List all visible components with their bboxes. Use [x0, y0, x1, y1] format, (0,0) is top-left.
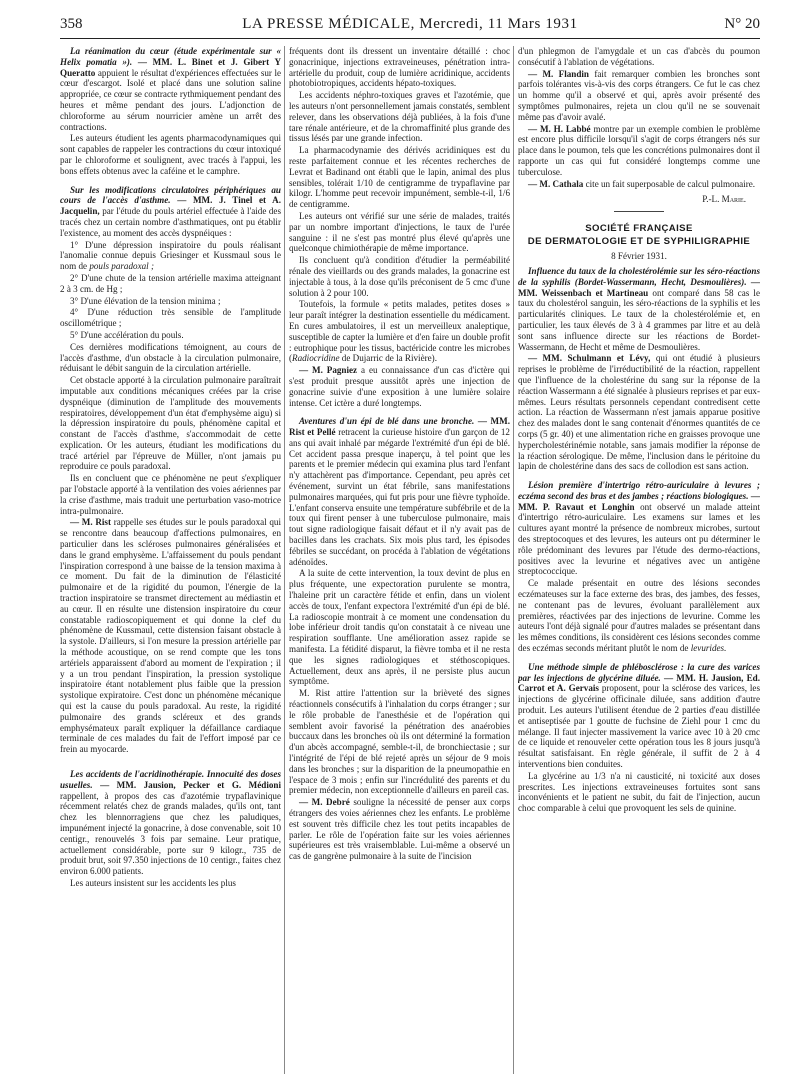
article-paragraph: [289, 299, 510, 364]
article-title: Influence du taux de la cholestérolémie sur les séro-réactions de la syphilis (Bordet-Wassermann, Hecht, Desmoulières).: [518, 265, 760, 287]
paragraph-text: ont observé un malade atteint d'intertrigo rétro-auriculaire. Les examens sur lames et les cultures ayant montré la présence de nombreux microbes, surtout des streptocoques et des levures, les auteurs ont pu déterminer le rôle prédominant des levures par l'étude des dermo-réactions, positives avec la levurine et négatives avec un antigène streptococcique.: [518, 501, 760, 577]
paragraph-text: retracent la curieuse histoire d'un garçon de 12 ans qui avait inhalé par mégarde l'extrémité d'un épi de blé. Cet accident passa presque inaperçu, à tel point que les parents et le premier médecin qui examina plus tard l'enfant n'y attachèrent pas d'importance. Cependant, peu après cet événement, survint un état fébrile, sans manifestations pulmonaires marquées, qui fut pris pour une fièvre typhoïde. L'enfant conserva ensuite une température subfébrile et de la toux qui firent penser à une tuberculose pulmonaire, mais tout signe radiologique faisait défaut et il n'y avait pas de bacilles dans les crachats. Six mois plus tard, les épisodes fébriles se succédant, on procéda à l'ablation de végétations adénoïdes.: [289, 427, 510, 567]
discussant: — M. Debré: [299, 797, 350, 808]
list-item: [60, 240, 281, 272]
article-authors: — MM. Jausion, Pecker et G. Médioni: [100, 779, 281, 790]
article-paragraph: Ces dernières modifications témoignent, au cours de l'accès d'asthme, d'un obstacle à la circulation pulmonaire, réduisant le débit sanguin de la circulation artérielle.: [60, 341, 281, 374]
paragraph-text: qui ont étudié à plusieurs reprises le problème de l'irréductibilité de la réaction, rappellent que l'influence de la cholestérine du sang sur la réponse de la réaction Wassermann a été signalée à plusieurs reprises et par eux-mêmes. Leurs résultats personnels cependant contredisent cette action. La réaction de Wassermann n'est jamais apparue positive chez des malades dont le sang contenait d'énormes quantités de ce corps (5 gr. 40) et une alimentation riche en graisses provoque une hypercholestérinémie notable, sans jamais modifier la réponse de la réaction sérologique. De même, l'inclusion dans le péritoine du lapin de cholestérine dans des sacs de collodion est sans action.: [518, 353, 760, 472]
discussant: — MM. Schulmann et Lévy,: [528, 353, 651, 364]
article-authors: — MM. J. Tinel et A. Jacquelin,: [60, 195, 281, 217]
article-paragraph: [518, 266, 760, 352]
article-paragraph: [60, 517, 281, 755]
paragraph-text: 1° D'une dépression inspiratoire du pouls réalisant l'anomalie connue depuis Griesinger et Kussmaul sous le nom de: [60, 239, 281, 272]
article-paragraph: Les auteurs insistent sur les accidents les plus: [70, 877, 236, 888]
paragraph-text: rappelle ses études sur le pouls paradoxal qui se rencontre dans beaucoup d'affections pulmonaires, en particulier dans les scléroses pulmonaires généralisées et dans le grand emphysème. L'affaissement du pouls pendant l'inspiration correspond à une baisse de la tension maxima à ce moment. Du fait de la diminution de l'élasticité pulmonaire et de la rigidité du poumon, l'énergie de la traction inspiratoire se transmet directement au médiastin et au cœur. Il en résulte une distension inspiratoire du cœur constatable radioscopiquement et qui donne la clef du phénomène de Kussmaul, cette distension faisant obstacle à la systole. D'ailleurs, si l'on mesure la pression artérielle par la méthode acoustique, on se rend compte que les tons artériels apparaissent d'abord au moment de l'expiration ; il y a un trou pendant l'inspiration, la pression systolique inspiratoire étant notablement plus faible que la pression systolique expiratoire. C'est donc un phénomène mécanique qui est la cause du pouls paradoxal. Au reste, la rigidité pulmonaire des grands scléreux et des grands emphysémateux paraît expliquer la défaillance cardiaque terminale de ces malades du fait de l'effort imposé par ce frein au myocarde.: [60, 517, 281, 755]
page-number: 358: [60, 16, 83, 32]
paragraph-text: montre par un exemple combien le problème est encore plus difficile lorsqu'il s'agit de corps étrangers nés sur place dans le poumon, tels que les concrétions pulmonaires dont il rapporte un cas qui fut considéré longtemps comme une tuberculose.: [518, 123, 760, 177]
article-paragraph: fréquents dont ils dressent un inventaire détaillé : choc gonacrinique, injections extraveineuses, pénétration intra-artérielle du produit, coup de lumière acridinique, accidents photobiotropiques, accidents hépato-toxiques.: [289, 46, 510, 89]
article-title: Les accidents de l'acridinothérapie. Innocuité des doses usuelles.: [60, 769, 281, 790]
emphasis-text: pouls paradoxal ;: [89, 261, 154, 272]
paragraph-text: ont comparé dans 58 cas le taux du cholestérol sanguin, les séro-réactions de la syphilis et les particularités cliniques. Le taux de la cholestérolémie et, en particulier, les taux élevés de 3 à 4 grammes par litre et au delà sont sans influence directe sur les réactions de Bordet-Wassermann, de Hecht et même de Desmoulières.: [518, 287, 760, 352]
column-divider: [513, 46, 514, 1074]
author-signature: P.-L. Marie.: [702, 194, 746, 205]
society-heading-line: DE DERMATOLOGIE ET DE SYPHILIGRAPHIE: [527, 236, 751, 248]
paragraph-text: Ce malade présentait en outre des lésions secondes eczémateuses sur la face externe des bras, des jambes, des fesses, ne contenant pas de levures, évoluant parallèlement aux premières, réactivées par des injections de levurine. Comme les auteurs l'ont déjà signalé pour d'autres malades se présentant dans les mêmes conditions, ils considèrent ces lésions secondes comme des eczémas seconds méritant plutôt le nom de: [518, 578, 760, 654]
paragraph-text: appuient le résultat d'expériences effectuées sur le cœur d'escargot. Isolé et placé dans une solution saline appropriée, ce cœur se contracte rythmiquement pendant des heures et même pendant des jours. L'adjonction de chloroforme au sérum nourricier amène un arrêt des contractions.: [60, 67, 281, 132]
article-title: Aventures d'un épi de blé dans une bronche.: [299, 416, 475, 427]
list-item: 4° D'une réduction très sensible de l'amplitude oscillométrique ;: [60, 307, 281, 329]
paragraph-text: fait remarquer combien les bronches sont parfois tolérantes vis-à-vis des corps étrangers. Ce fut le cas chez un homme qu'il a observé et qui, après avoir présenté des symptômes pulmonaires, rejeta un clou qu'il ne se souvenait même pas d'avoir avalé.: [518, 68, 760, 122]
article-paragraph: [518, 480, 760, 577]
article-authors: — MM. H. Jausion, Ed. Carrot et A. Gervais: [518, 672, 760, 694]
article-title: Lésion première d'intertrigo rétro-auriculaire à levures ; eczéma second des bras et des jambes ; réactions biologiques.: [518, 480, 760, 501]
list-item: 2° D'une chute de la tension artérielle maxima atteignant 2 à 3 cm. de Hg ;: [60, 272, 281, 294]
article-paragraph: [518, 69, 760, 123]
list-item: 3° D'une élévation de la tension minima ;: [70, 295, 221, 306]
article-paragraph: [518, 578, 760, 654]
discussant: — M. Flandin: [528, 68, 589, 79]
society-heading: [518, 222, 760, 248]
article-paragraph: La glycérine au 1/3 n'a ni causticité, ni toxicité aux doses prescrites. Les injections extraveineuses fortuites sont sans inconvénients et le patient ne subit, du fait de l'injection, aucun choc comparable à celui que provoquent les sels de quinine.: [518, 770, 760, 814]
article-title: Sur les modifications circulatoires périphériques au cours de l'accès d'asthme.: [60, 184, 281, 206]
article-authors: — MM. L. Binet et J. Gibert Y Queratto: [60, 56, 281, 78]
article-paragraph: [289, 365, 510, 408]
article-authors: — MM. Weissenbach et Martineau: [518, 276, 760, 298]
article-paragraph: [518, 353, 760, 472]
article-paragraph: [289, 416, 510, 567]
paragraph-text: de Dujarric de la Rivière).: [339, 353, 437, 364]
article-authors: — MM. Rist et Pellé: [289, 416, 510, 438]
article-paragraph: M. Rist attire l'attention sur la brièveté des signes réactionnels consécutifs à l'inhalation du corps étranger ; sur le rôle probable de l'anesthésie et de l'opération qui semblent avoir favorisé la pénétration des anaérobies buccaux dans les bronches où ils ont déterminé la formation d'un abcès accompagné, semble-t-il, de bronchiectasie ; sur l'intégrité de l'épi de blé rejeté après un séjour de 9 mois dans les bronches ; sur la disparition de la pneumopathie en l'espace de 3 mois ; enfin sur l'incrédulité des parents et du premier médecin, non exceptionnelle d'ailleurs en pareil cas.: [289, 688, 510, 796]
session-date: 8 Février 1931.: [611, 251, 667, 262]
article-paragraph: [518, 124, 760, 178]
article-paragraph: Cet obstacle apporté à la circulation pulmonaire paraîtrait imputable aux conditions mécaniques créées par la crise dyspnéique (diminution de l'amplitude des mouvements respiratoires, développement d'un état d'emphysème aigu) si la dépression inspiratoire du pouls, phénomène capital et constant de l'accès d'asthme, s'accommodait de cette explication. Or les auteurs, étudiant les modifications du tracé artériel par l'épreuve de Müller, n'ont jamais pu reproduire ce pouls paradoxal.: [60, 375, 281, 472]
article-paragraph: La pharmacodynamie des dérivés acridiniques est du reste parfaitement connue et les récentes recherches de Levrat et Badinand ont établi que le lapin, animal des plus sensibles, tolérait 1/10 de centigramme de trypaflavine par kilogr. L'homme peut recevoir impunément, semble-t-il, 1/6 de centigramme.: [289, 145, 510, 210]
issue-number: N° 20: [724, 16, 760, 32]
section-rule: [614, 211, 664, 212]
article-title: Une méthode simple de phlébosclérose : la cure des varices par les injections de glycérine diluée.: [518, 661, 760, 683]
paragraph-text: Toutefois, la formule « petits malades, petites doses » leur paraît intégrer la destination essentielle du médicament. En cures ambulatoires, il est un merveilleux analeptique, susceptible de capter la lumière et d'en faire un double profit : eutrophique pour les tissus, bactéricide contre les microbes (: [289, 299, 510, 364]
paragraph-text: a eu connaissance d'un cas d'ictère qui s'est produit presque aussitôt après une injection de gonacrine suivie d'une exposition à une lumière solaire intense. Cet ictère a duré longtemps.: [289, 365, 510, 408]
article-paragraph: Ils en concluent que ce phénomène ne peut s'expliquer par l'obstacle apporté à la ventilation des voies aériennes par la crise d'asthme, mais traduit une perturbation vaso-motrice intra-pulmonaire.: [60, 473, 281, 516]
article-paragraph: [289, 797, 510, 862]
article-paragraph: A la suite de cette intervention, la toux devint de plus en plus fréquente, une expectoration purulente se montra, l'haleine prit un caractère fétide et enfin, dans un violent accès de toux, l'enfant expectora l'extrémité d'un épi de blé. La radioscopie montrait à ce moment une condensation du lobe inférieur droit tandis qu'on constatait à ce niveau une respiration soufflante. Une amélioration assez rapide se manifesta. La fétidité disparut, la fièvre tomba et il ne resta que les signes radiologiques et stéthoscopiques. Actuellement, deux ans après, il ne persiste plus aucun symptôme.: [289, 568, 510, 687]
discussant: — M. Rist: [70, 517, 111, 528]
paragraph-text: proposent, pour la sclérose des varices, les injections de glycérine officinale diluée, sans addition d'autre produit. Les auteurs l'utilisent étendue de 2 parties d'eau distillée et antiseptisée par 1 goutte de fuchsine de Ziehl pour 1 cmc du mélange. Il faut injecter massivement la varice avec 10 à 20 cmc de ce liquide et renouveler cette opération tous les 8 jours jusqu'à résultat satisfaisant. En règle générale, il suffit de 2 à 4 interventions bien conduites.: [518, 683, 760, 770]
article-paragraph: Les auteurs ont vérifié sur une série de malades, traités par un nombre important d'injections, le taux de l'urée sanguine : il ne s'est pas montré plus élevé qu'après une quelconque chimiothérapie de même importance.: [289, 210, 510, 254]
emphasis-text: levurides.: [690, 643, 727, 654]
emphasis-text: Radiocridine: [292, 353, 340, 364]
article-paragraph: Ils concluent qu'à condition d'étudier la perméabilité rénale des vieillards ou des grands malades, la gonacrine est injectable à tous, à la dose qu'ils préconisent de 5 cmc d'une solution à 2 pour 100.: [289, 255, 510, 298]
header-rule: [60, 38, 760, 39]
column-left: [60, 46, 281, 1076]
journal-title: LA PRESSE MÉDICALE, Mercredi, 11 Mars 1931: [242, 16, 578, 32]
paragraph-text: souligne la nécessité de penser aux corps étrangers des voies aériennes chez les enfants. Le problème est souvent très difficile chez les tout petits incapables de parler. Le rôle de l'opération faite sur les voies aériennes supérieures est très vraisemblable. Lui-même a observé un cas de gangrène pulmonaire à la suite de l'incision: [289, 797, 510, 862]
column-middle: [289, 46, 510, 1076]
article-authors: — MM. P. Ravaut et Longhin: [518, 490, 760, 512]
column-right: [518, 46, 760, 1076]
discussant: — M. H. Labbé: [528, 123, 591, 134]
article-paragraph: [60, 46, 281, 132]
discussant: — M. Cathala: [528, 178, 584, 189]
article-paragraph: Les auteurs étudient les agents pharmacodynamiques qui sont capables de rappeler les contractions du cœur intoxiqué par le chloroforme et soulignent, avec tracés à l'appui, les bons effets obtenus avec la caféine et le camphre.: [60, 133, 281, 176]
society-heading-line: SOCIÉTÉ FRANÇAISE: [585, 223, 693, 235]
paragraph-text: cite un fait superposable de calcul pulmonaire.: [585, 178, 756, 189]
article-paragraph: d'un phlegmon de l'amygdale et un cas d'abcès du poumon consécutif à l'ablation de végétations.: [518, 46, 760, 67]
page-header: [60, 16, 760, 38]
article-title: La réanimation du cœur (étude expérimentale sur « Helix pomatia »).: [60, 46, 281, 67]
article-paragraph: [60, 769, 281, 877]
paragraph-text: rappellent, à propos des cas d'azotémie trypaflavinique récemment relatés chez de grands malades, qu'ils ont, tant chez les blennorragiens que chez les paludiques, impunément injecté la gonacrine, à dose convenable, soit 10 centigr., renouvelés 3 fois par semaine. Leur pratique, actuellement considérable, porte sur 9 kilogr., 735 de produit brut, soit 97.350 injections de 10 centigr., faites chez environ 6.000 patients.: [60, 790, 281, 877]
article-paragraph: [60, 185, 281, 239]
article-paragraph: Les accidents néphro-toxiques graves et l'azotémie, que les auteurs n'ont personnellement jamais constatés, semblent relever, dans les observations déjà publiées, à la fois d'une tare rénale antérieure, et de la chromaffinité plus grande des tissus lésés par une grande infection.: [289, 90, 510, 144]
discussant: — M. Pagniez: [299, 365, 358, 376]
list-item: 5° D'une accélération du pouls.: [70, 329, 184, 340]
article-paragraph: [518, 662, 760, 770]
column-divider: [284, 46, 285, 1074]
article-paragraph: [518, 179, 760, 190]
paragraph-text: par l'étude du pouls artériel effectuée à l'aide des tracés chez un certain nombre d'asthmatiques, ont pu établir l'existence, au moment des accès dyspnéiques :: [60, 206, 281, 238]
